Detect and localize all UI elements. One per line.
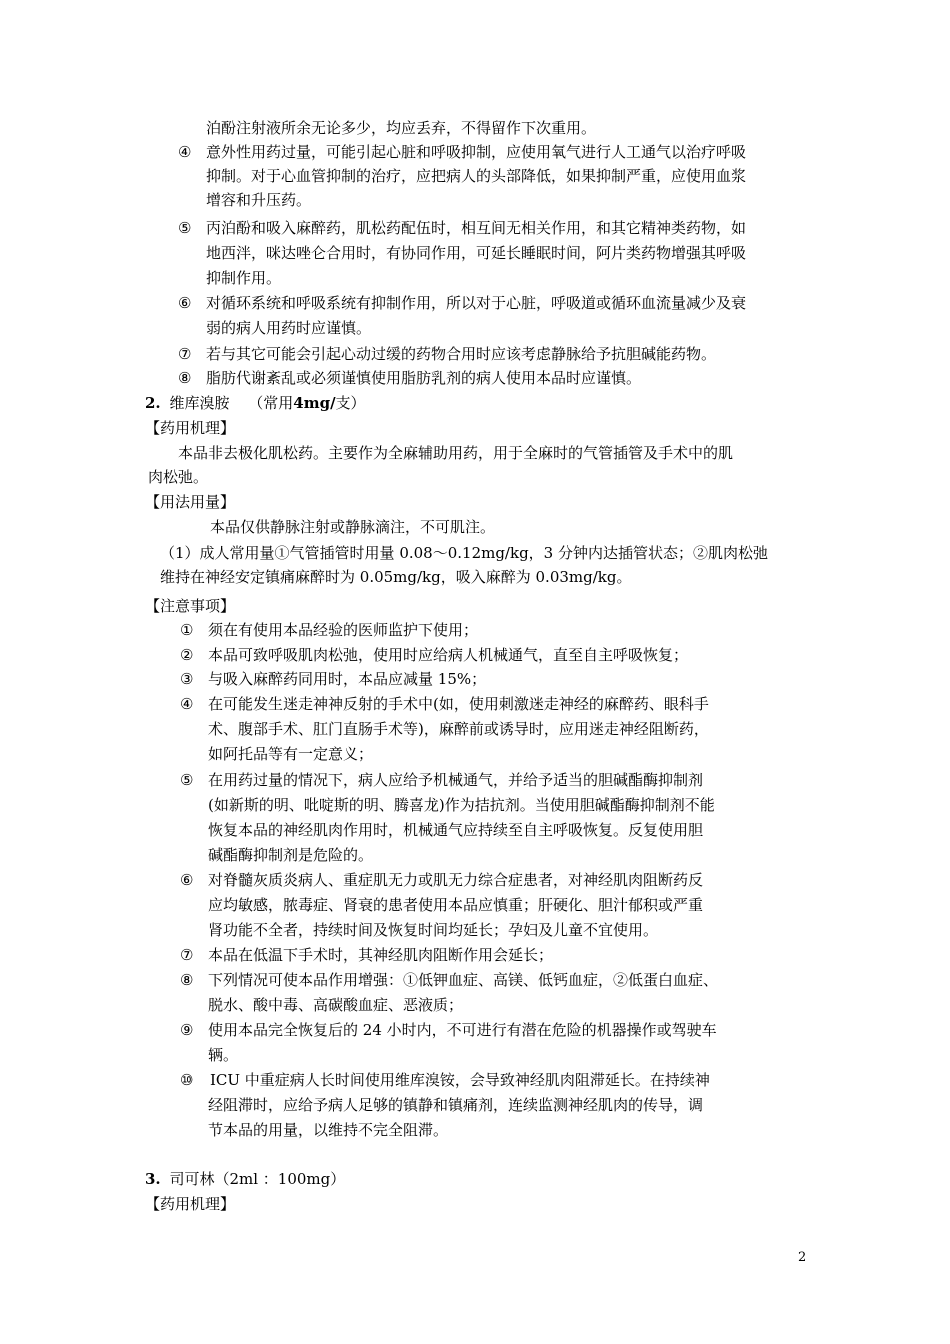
page-number: 2	[798, 1250, 807, 1265]
list-item-line: 应均敏感，脓毒症、肾衰的患者使用本品应慎重；肝硬化、胆汁郁积或严重	[208, 896, 704, 914]
section-heading	[145, 1169, 345, 1189]
list-number: ⑨	[180, 1021, 194, 1039]
list-item-line: 术、腹部手术、肛门直肠手术等)，麻醉前或诱导时，应用迷走神经阻断药，	[208, 720, 709, 738]
list-number: ④	[180, 695, 194, 713]
section-number: 2.	[145, 394, 161, 412]
list-item-line: 节本品的用量，以维持不完全阻滞。	[208, 1121, 449, 1139]
list-item-line: 恢复本品的神经肌肉作用时，机械通气应持续至自主呼吸恢复。反复使用胆	[208, 821, 704, 839]
list-item-line: 碱酯酶抑制剂是危险的。	[208, 846, 374, 864]
section-number: 3.	[145, 1170, 161, 1188]
list-item-line: 如阿托品等有一定意义；	[208, 745, 374, 763]
list-item-line: 若与其它可能会引起心动过缓的药物合用时应该考虑静脉给予抗胆碱能药物。	[206, 345, 717, 363]
paragraph-line: 维持在神经安定镇痛麻醉时为 0.05mg/kg，吸入麻醉为 0.03mg/kg。	[160, 568, 632, 586]
list-number: ⑥	[180, 871, 194, 889]
list-item-line: 在可能发生迷走神神反射的手术中(如，使用刺激迷走神经的麻醉药、眼科手	[208, 695, 709, 713]
list-item-line: 抑制。对于心血管抑制的治疗，应把病人的头部降低，如果抑制严重，应使用血浆	[206, 167, 747, 185]
subsection-heading: 【药用机理】	[145, 419, 236, 437]
list-item-line: 抑制作用。	[206, 269, 282, 287]
list-number: ②	[180, 646, 194, 664]
list-item-line: 经阻滞时，应给予病人足够的镇静和镇痛剂，连续监测神经肌肉的传导，调	[208, 1096, 704, 1114]
paragraph-line: 肉松弛。	[148, 468, 209, 486]
list-number: ⑩	[180, 1071, 194, 1089]
paragraph-line: （1）成人常用量①气管插管时用量 0.08～0.12mg/kg，3 分钟内达插管状态；②肌肉松弛	[160, 544, 768, 562]
list-item-line: 脱水、酸中毒、高碳酸血症、恶液质；	[208, 996, 464, 1014]
list-item-line: 辆。	[208, 1046, 239, 1064]
list-item-line: 本品在低温下手术时，其神经肌肉阻断作用会延长；	[208, 946, 554, 964]
list-item-line: 须在有使用本品经验的医师监护下使用；	[208, 621, 479, 639]
list-item-line: 本品可致呼吸肌肉松弛，使用时应给病人机械通气，直至自主呼吸恢复；	[208, 646, 689, 664]
list-item-line: 使用本品完全恢复后的 24 小时内，不可进行有潜在危险的机器操作或驾驶车	[208, 1021, 717, 1039]
list-number: ⑦	[178, 345, 192, 363]
list-item-line: 地西泮，咪达唑仑合用时，有协同作用，可延长睡眠时间，阿片类药物增强其呼吸	[206, 244, 747, 262]
list-number: ③	[180, 670, 194, 688]
list-item-line: 丙泊酚和吸入麻醉药，肌松药配伍时，相互间无相关作用，和其它精神类药物，如	[206, 219, 747, 237]
subsection-heading: 【药用机理】	[145, 1195, 236, 1213]
paragraph-line: 本品仅供静脉注射或静脉滴注，不可肌注。	[210, 518, 496, 536]
paragraph-line: 本品非去极化肌松药。主要作为全麻辅助用药，用于全麻时的气管插管及手术中的肌	[178, 444, 734, 462]
list-item-line: 意外性用药过量，可能引起心脏和呼吸抑制，应使用氧气进行人工通气以治疗呼吸	[206, 143, 747, 161]
subsection-heading: 【用法用量】	[145, 493, 236, 511]
list-number: ⑤	[180, 771, 194, 789]
list-number: ⑥	[178, 294, 192, 312]
list-item-line: 弱的病人用药时应谨慎。	[206, 319, 372, 337]
drug-name: 司可林（2ml ：100mg）	[169, 1170, 346, 1188]
list-number: ⑦	[180, 946, 194, 964]
list-item-line: 与吸入麻醉药同用时，本品应减量 15%；	[208, 670, 487, 688]
list-item-line: ICU 中重症病人长时间使用维库溴铵，会导致神经肌肉阻滞延长。在持续神	[210, 1071, 710, 1089]
list-number: ⑤	[178, 219, 192, 237]
list-number: ④	[178, 143, 192, 161]
list-item-line: 在用药过量的情况下，病人应给予机械通气，并给予适当的胆碱酯酶抑制剂	[208, 771, 704, 789]
list-item-line: 肾功能不全者，持续时间及恢复时间均延长；孕妇及儿童不宜使用。	[208, 921, 659, 939]
list-number: ①	[180, 621, 194, 639]
paragraph-line: 泊酚注射液所余无论多少，均应丢弃，不得留作下次重用。	[206, 119, 597, 137]
list-number: ⑧	[180, 971, 194, 989]
list-item-line: 脂肪代谢紊乱或必须谨慎使用脂肪乳剂的病人使用本品时应谨慎。	[206, 369, 642, 387]
subsection-heading: 【注意事项】	[145, 597, 236, 615]
drug-name: 维库溴胺	[169, 394, 230, 412]
list-item-line: 增容和升压药。	[206, 191, 312, 209]
list-item-line: (如新斯的明、吡啶斯的明、腾喜龙)作为拮抗剂。当使用胆碱酯酶抑制剂不能	[208, 796, 715, 814]
list-item-line: 对脊髓灰质炎病人、重症肌无力或肌无力综合症患者，对神经肌肉阻断药反	[208, 871, 704, 889]
list-item-line: 对循环系统和呼吸系统有抑制作用，所以对于心脏，呼吸道或循环血流量减少及衰	[206, 294, 747, 312]
drug-spec: （常用4mg/支）	[248, 394, 366, 412]
list-item-line: 下列情况可使本品作用增强：①低钾血症、高镁、低钙血症，②低蛋白血症、	[208, 971, 719, 989]
list-number: ⑧	[178, 369, 192, 387]
section-heading	[145, 393, 366, 413]
